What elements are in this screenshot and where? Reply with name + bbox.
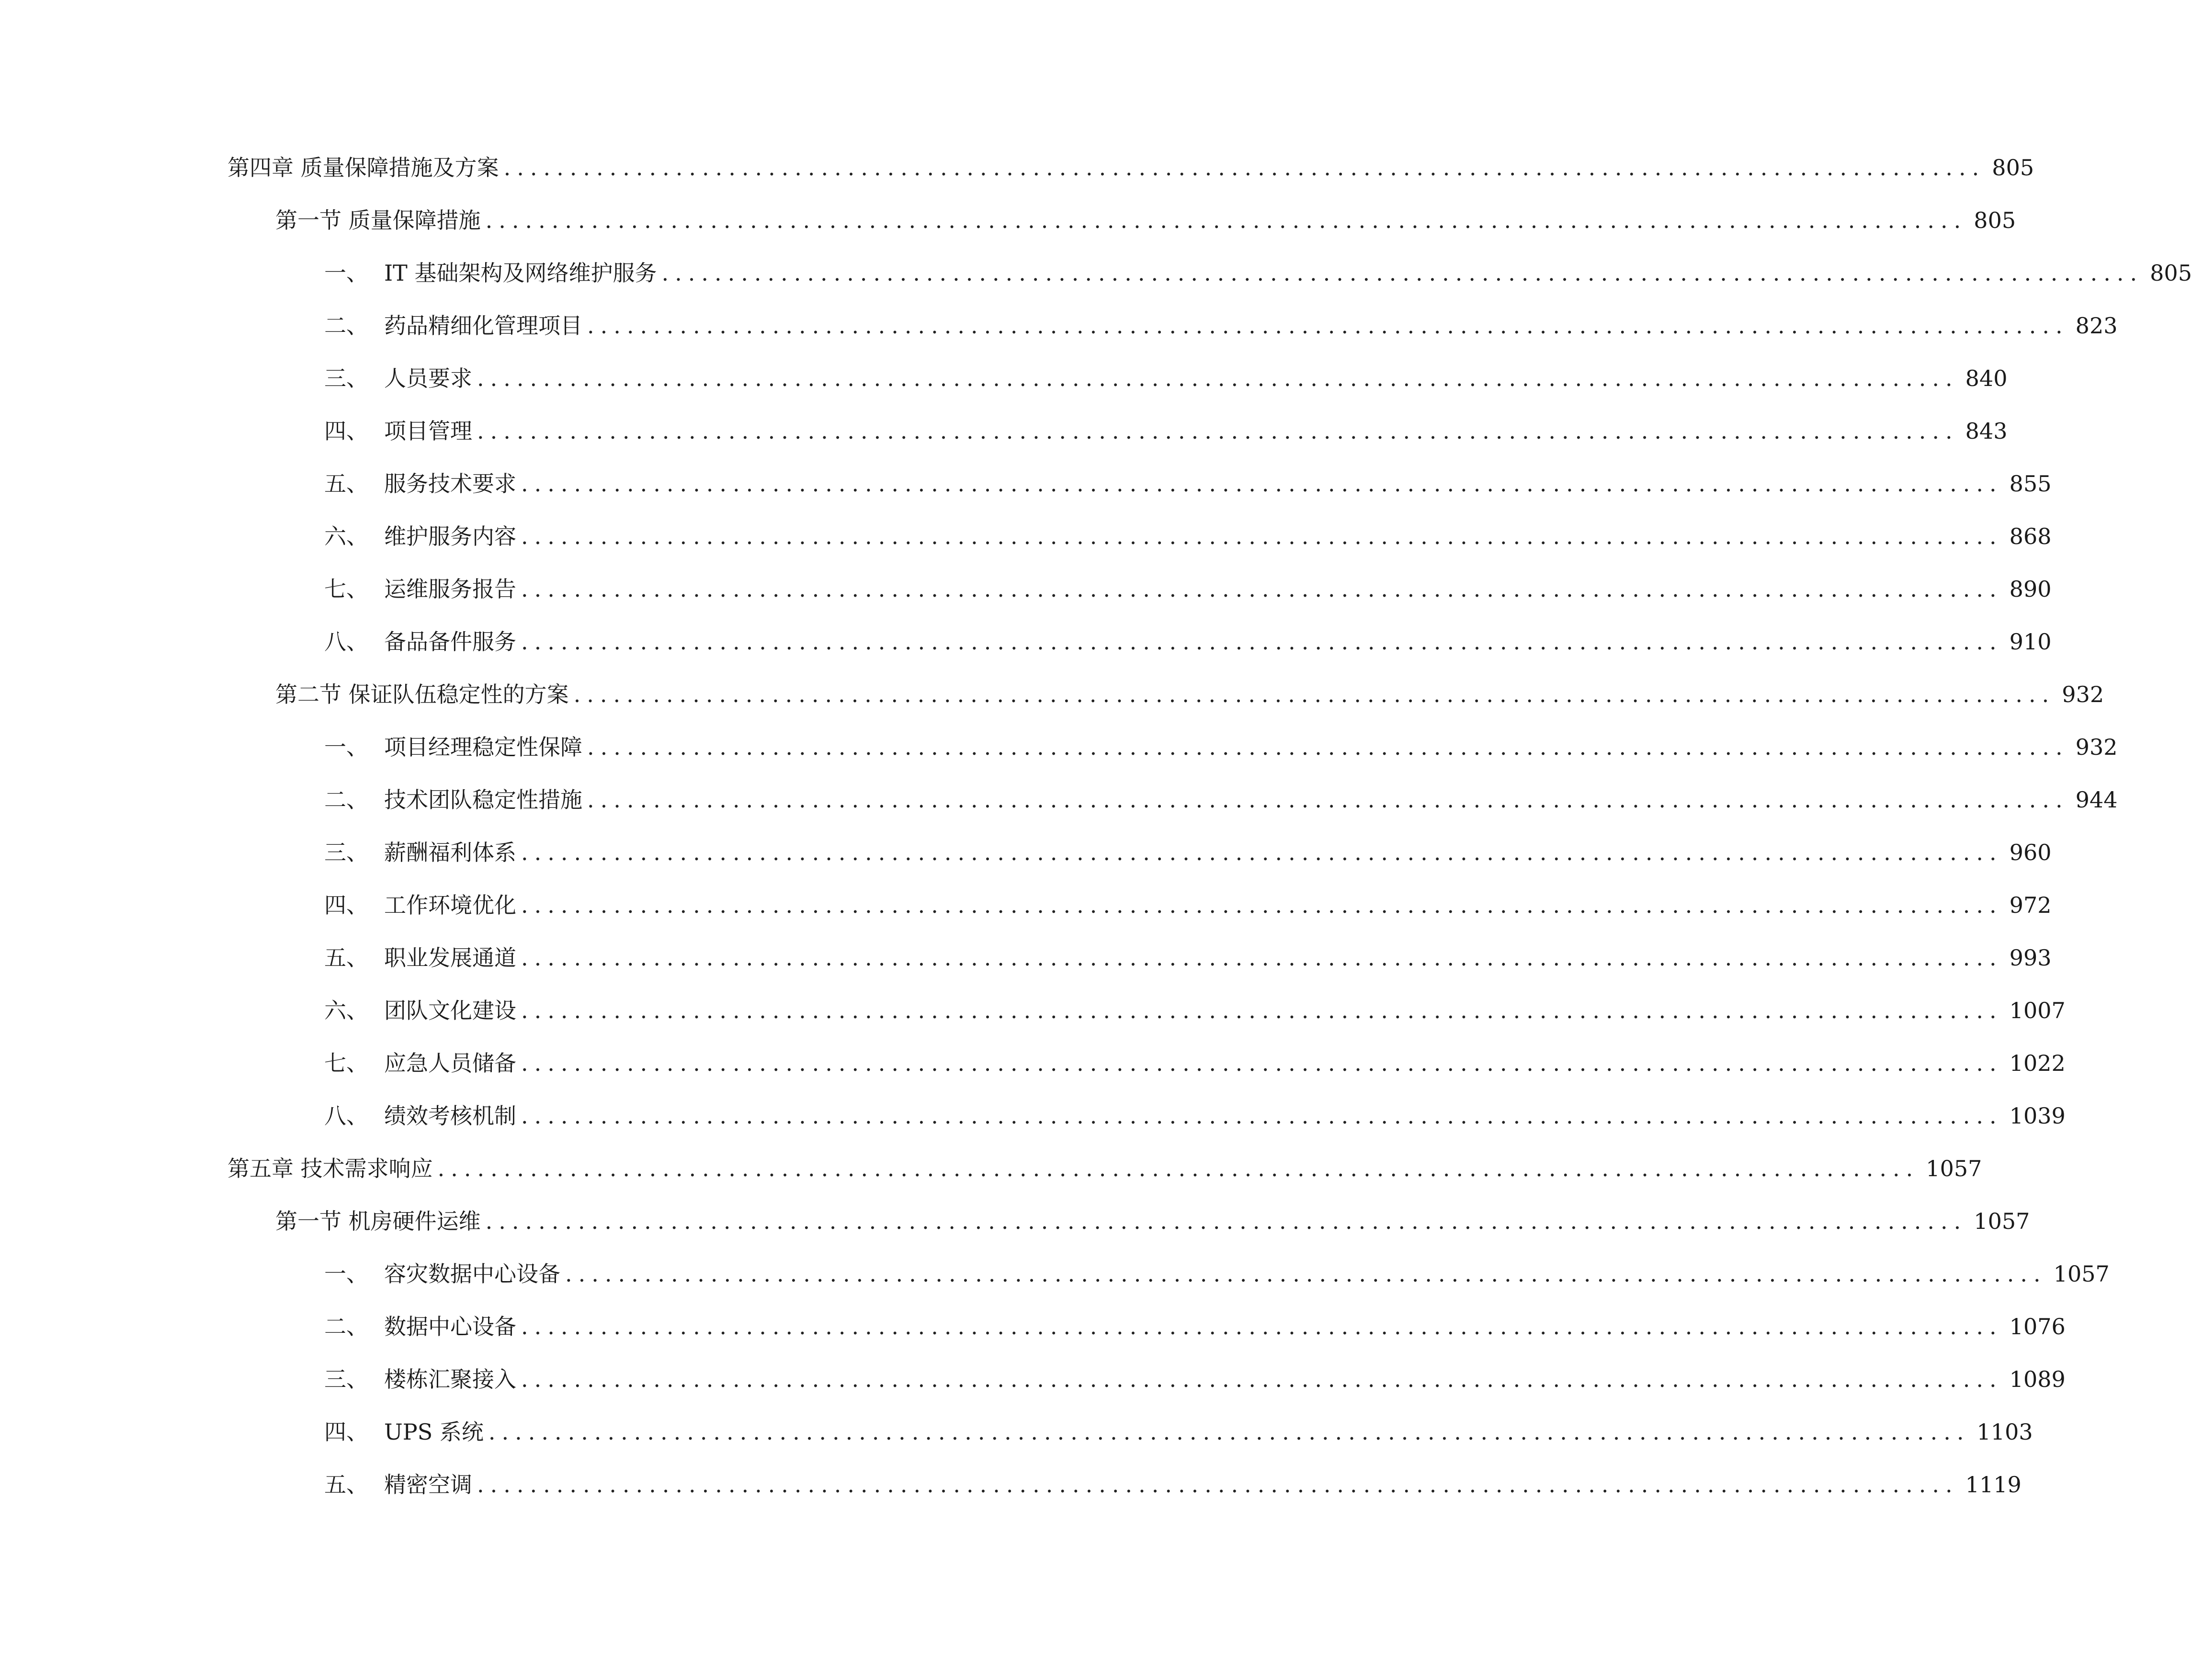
toc-entry-chapter[interactable] — [227, 1149, 1982, 1188]
toc-dot-leader: ................................................................................................................ — [477, 365, 1959, 391]
toc-entry-page-number: 823 — [2075, 313, 2118, 339]
toc-entry-page-number: 1057 — [2053, 1261, 2110, 1287]
toc-entry-title: 第五章 技术需求响应 — [227, 1156, 433, 1181]
toc-entry-number: 一、 — [324, 260, 368, 286]
toc-entry-subsection[interactable] — [324, 728, 2118, 766]
toc-entry-subsection[interactable] — [324, 1255, 2110, 1293]
toc-entry-number: 三、 — [324, 1366, 368, 1392]
toc-entry-title: 团队文化建设 — [384, 998, 516, 1023]
toc-entry-number: 五、 — [324, 1472, 368, 1498]
toc-entry-subsection[interactable] — [324, 517, 2052, 556]
toc-entry-subsection[interactable] — [324, 1360, 2066, 1398]
toc-entry-number: 二、 — [324, 1314, 368, 1339]
toc-dot-leader: ................................................................................................................ — [521, 892, 2003, 918]
toc-entry-title: 维护服务内容 — [384, 523, 516, 549]
toc-entry-title: 备品备件服务 — [384, 629, 516, 655]
toc-entry-page-number: 1103 — [1976, 1419, 2033, 1445]
toc-entry-page-number: 843 — [1965, 418, 2008, 444]
toc-entry-subsection[interactable] — [324, 833, 2052, 872]
toc-entry-number: 七、 — [324, 576, 368, 602]
toc-dot-leader: ................................................................................................................ — [488, 1419, 1970, 1445]
toc-entry-subsection[interactable] — [324, 1307, 2066, 1346]
toc-dot-leader: ................................................................................................................ — [573, 681, 2056, 707]
toc-entry-number: 三、 — [324, 365, 368, 391]
toc-dot-leader: ................................................................................................................ — [477, 418, 1959, 444]
toc-dot-leader: ................................................................................................................ — [477, 1472, 1959, 1498]
toc-entry-subsection[interactable] — [324, 1465, 2022, 1504]
toc-entry-title: 项目经理稳定性保障 — [384, 734, 582, 760]
toc-entry-page-number: 1039 — [2009, 1103, 2066, 1129]
toc-entry-subsection[interactable] — [324, 1044, 2066, 1082]
toc-entry-page-number: 890 — [2009, 576, 2052, 602]
toc-entry-page-number: 868 — [2009, 523, 2052, 549]
toc-dot-leader: ................................................................................................................ — [437, 1156, 1919, 1181]
toc-entry-title: 工作环境优化 — [384, 892, 516, 918]
toc-entry-title: 职业发展通道 — [384, 945, 516, 971]
toc-entry-page-number: 944 — [2075, 787, 2118, 813]
toc-entry-subsection[interactable] — [324, 1097, 2066, 1135]
toc-entry-title: UPS 系统 — [384, 1419, 484, 1445]
toc-entry-number: 六、 — [324, 523, 368, 549]
toc-entry-number: 四、 — [324, 1419, 368, 1445]
toc-entry-subsection[interactable] — [324, 623, 2052, 661]
toc-entry-subsection[interactable] — [324, 991, 2066, 1030]
toc-entry-page-number: 1076 — [2009, 1314, 2066, 1339]
toc-entry-number: 六、 — [324, 998, 368, 1023]
toc-entry-section[interactable] — [275, 201, 2016, 239]
toc-entry-number: 二、 — [324, 787, 368, 813]
toc-entry-page-number: 805 — [1992, 155, 2034, 181]
toc-entry-subsection[interactable] — [324, 781, 2118, 819]
toc-entry-subsection[interactable] — [324, 254, 2192, 292]
toc-entry-title: 精密空调 — [384, 1472, 472, 1498]
toc-dot-leader: ................................................................................................................ — [521, 576, 2003, 602]
toc-dot-leader: ................................................................................................................ — [521, 1366, 2003, 1392]
toc-dot-leader: ................................................................................................................ — [587, 787, 2069, 813]
toc-entry-subsection[interactable] — [324, 1413, 2033, 1451]
toc-entry-number: 四、 — [324, 892, 368, 918]
toc-entry-page-number: 1057 — [1974, 1208, 2030, 1234]
toc-dot-leader: ................................................................................................................ — [587, 313, 2069, 339]
toc-entry-section[interactable] — [275, 675, 2104, 714]
toc-entry-page-number: 840 — [1965, 365, 2008, 391]
toc-entry-section[interactable] — [275, 1202, 2030, 1240]
toc-entry-title: 第一节 机房硬件运维 — [275, 1208, 481, 1234]
toc-entry-page-number: 960 — [2009, 840, 2052, 865]
toc-entry-title: 运维服务报告 — [384, 576, 516, 602]
toc-entry-title: 楼栋汇聚接入 — [384, 1366, 516, 1392]
toc-entry-subsection[interactable] — [324, 306, 2118, 345]
toc-entry-title: 数据中心设备 — [384, 1314, 516, 1339]
toc-dot-leader: ................................................................................................................ — [485, 207, 1967, 233]
toc-entry-page-number: 1022 — [2009, 1050, 2066, 1076]
toc-entry-page-number: 910 — [2009, 629, 2052, 655]
toc-entry-number: 五、 — [324, 945, 368, 971]
toc-entry-number: 三、 — [324, 840, 368, 865]
toc-entry-title: 第二节 保证队伍稳定性的方案 — [275, 681, 569, 707]
toc-entry-number: 八、 — [324, 629, 368, 655]
toc-entry-number: 四、 — [324, 418, 368, 444]
toc-dot-leader: ................................................................................................................ — [521, 1103, 2003, 1129]
toc-entry-number: 二、 — [324, 313, 368, 339]
toc-entry-title: 药品精细化管理项目 — [384, 313, 582, 339]
toc-entry-page-number: 805 — [2150, 260, 2192, 286]
toc-entry-subsection[interactable] — [324, 412, 2008, 450]
toc-entry-title: 容灾数据中心设备 — [384, 1261, 560, 1287]
toc-entry-page-number: 855 — [2009, 471, 2052, 497]
toc-entry-subsection[interactable] — [324, 939, 2052, 977]
toc-entry-number: 一、 — [324, 1261, 368, 1287]
toc-dot-leader: ................................................................................................................ — [485, 1208, 1967, 1234]
toc-dot-leader: ................................................................................................................ — [521, 471, 2003, 497]
toc-entry-chapter[interactable] — [227, 148, 2034, 187]
toc-entry-title: 绩效考核机制 — [384, 1103, 516, 1129]
toc-entry-number: 一、 — [324, 734, 368, 760]
toc-entry-page-number: 1007 — [2009, 998, 2066, 1023]
toc-dot-leader: ................................................................................................................ — [521, 1314, 2003, 1339]
toc-entry-title: 人员要求 — [384, 365, 472, 391]
toc-entry-title: 技术团队稳定性措施 — [384, 787, 582, 813]
toc-entry-title: 第一节 质量保障措施 — [275, 207, 481, 233]
toc-entry-page-number: 1057 — [1926, 1156, 1982, 1181]
toc-entry-page-number: 932 — [2075, 734, 2118, 760]
toc-dot-leader: ................................................................................................................ — [521, 523, 2003, 549]
toc-entry-page-number: 1089 — [2009, 1366, 2066, 1392]
toc-dot-leader: ................................................................................................................ — [521, 840, 2003, 865]
toc-entry-title: IT 基础架构及网络维护服务 — [384, 260, 657, 286]
toc-dot-leader: ................................................................................................................ — [521, 998, 2003, 1023]
toc-entry-page-number: 1119 — [1965, 1472, 2022, 1498]
toc-entry-page-number: 993 — [2009, 945, 2052, 971]
toc-dot-leader: ................................................................................................................ — [521, 629, 2003, 655]
toc-dot-leader: ................................................................................................................ — [587, 734, 2069, 760]
toc-entry-number: 五、 — [324, 471, 368, 497]
toc-entry-subsection[interactable] — [324, 570, 2052, 608]
toc-dot-leader: ................................................................................................................ — [521, 1050, 2003, 1076]
toc-dot-leader: ................................................................................................................ — [661, 260, 2144, 286]
toc-entry-title: 薪酬福利体系 — [384, 840, 516, 865]
toc-entry-subsection[interactable] — [324, 886, 2052, 924]
toc-dot-leader: ................................................................................................................ — [521, 945, 2003, 971]
toc-dot-leader: ................................................................................................................ — [503, 155, 1986, 181]
toc-entry-number: 八、 — [324, 1103, 368, 1129]
toc-entry-number: 七、 — [324, 1050, 368, 1076]
toc-entry-subsection[interactable] — [324, 359, 2008, 397]
toc-entry-title: 服务技术要求 — [384, 471, 516, 497]
toc-entry-subsection[interactable] — [324, 465, 2052, 503]
toc-entry-page-number: 805 — [1974, 207, 2016, 233]
toc-entry-title: 应急人员储备 — [384, 1050, 516, 1076]
toc-entry-page-number: 972 — [2009, 892, 2052, 918]
toc-entry-title: 项目管理 — [384, 418, 472, 444]
toc-entry-title: 第四章 质量保障措施及方案 — [227, 155, 499, 181]
toc-entry-page-number: 932 — [2062, 681, 2104, 707]
toc-dot-leader: ................................................................................................................ — [565, 1261, 2047, 1287]
